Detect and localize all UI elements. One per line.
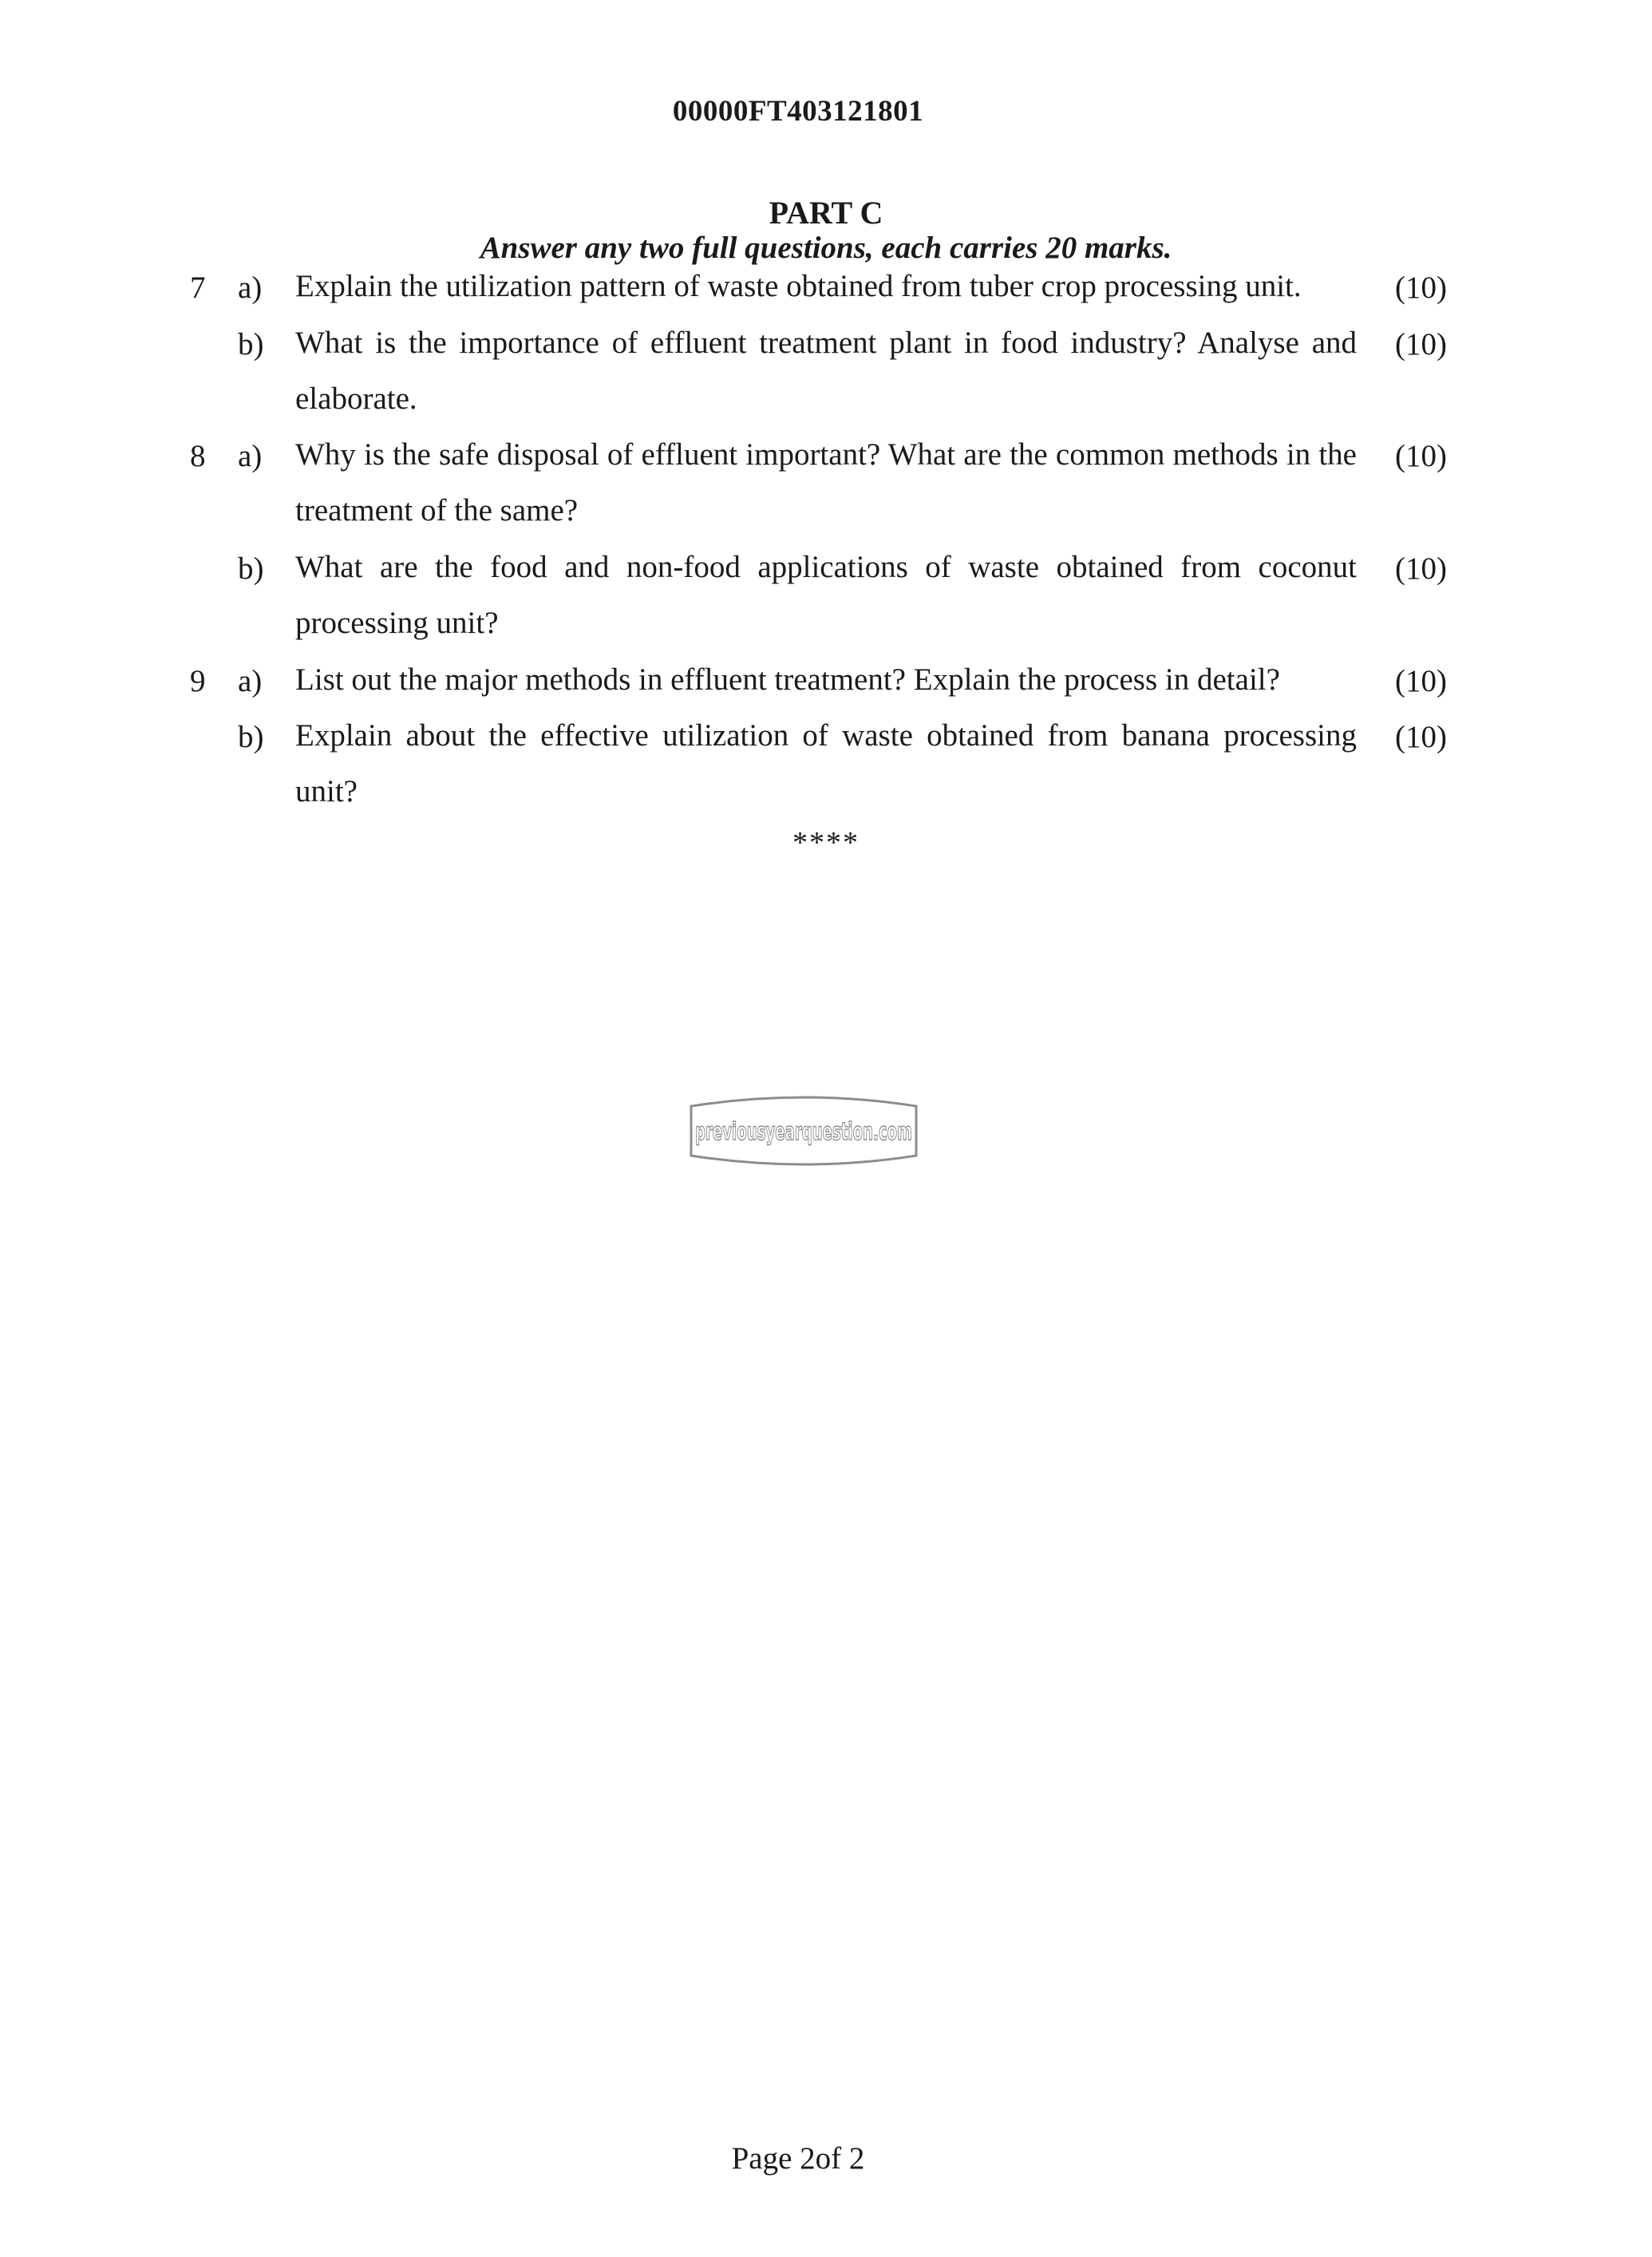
question-part-label: a) <box>238 439 263 473</box>
question-marks: (10) <box>1395 720 1447 754</box>
question-row <box>0 550 1596 640</box>
question-text: What is the importance of effluent treatment plant in food industry? Analyse and elaborate. <box>295 326 1357 416</box>
question-marks: (10) <box>1395 664 1447 698</box>
question-part-label: a) <box>238 271 263 305</box>
watermark-logo <box>680 1095 927 1167</box>
question-part-label: b) <box>238 327 264 362</box>
page-number: Page 2of 2 <box>731 2141 865 2176</box>
question-part-label: b) <box>238 551 264 586</box>
end-of-questions-mark: **** <box>792 826 860 860</box>
svg-text:previousyearquestion.com: previousyearquestion.com <box>695 1118 912 1146</box>
question-marks: (10) <box>1395 439 1447 473</box>
question-marks: (10) <box>1395 327 1447 362</box>
question-number: 8 <box>190 439 206 473</box>
question-text: List out the major methods in effluent treatment? Explain the process in detail? <box>295 662 1280 697</box>
question-text: Why is the safe disposal of effluent important? What are the common methods in the treatment of the same? <box>295 437 1357 528</box>
question-marks: (10) <box>1395 551 1447 586</box>
question-row <box>0 718 1596 808</box>
section-title: PART C <box>769 195 883 231</box>
question-number: 7 <box>190 271 206 305</box>
question-row <box>0 326 1596 416</box>
question-text: Explain about the effective utilization of waste obtained from banana processing unit? <box>295 718 1357 808</box>
question-paper-code: 00000FT403121801 <box>672 95 924 128</box>
question-text: Explain the utilization pattern of waste obtained from tuber crop processing unit. <box>295 269 1302 303</box>
question-text: What are the food and non-food applications of waste obtained from coconut processing unit? <box>295 550 1357 640</box>
question-row <box>0 437 1596 528</box>
question-part-label: b) <box>238 720 264 754</box>
section-instruction: Answer any two full questions, each carries 20 marks. <box>480 231 1172 265</box>
question-part-label: a) <box>238 664 263 698</box>
question-marks: (10) <box>1395 271 1447 305</box>
question-number: 9 <box>190 664 206 698</box>
